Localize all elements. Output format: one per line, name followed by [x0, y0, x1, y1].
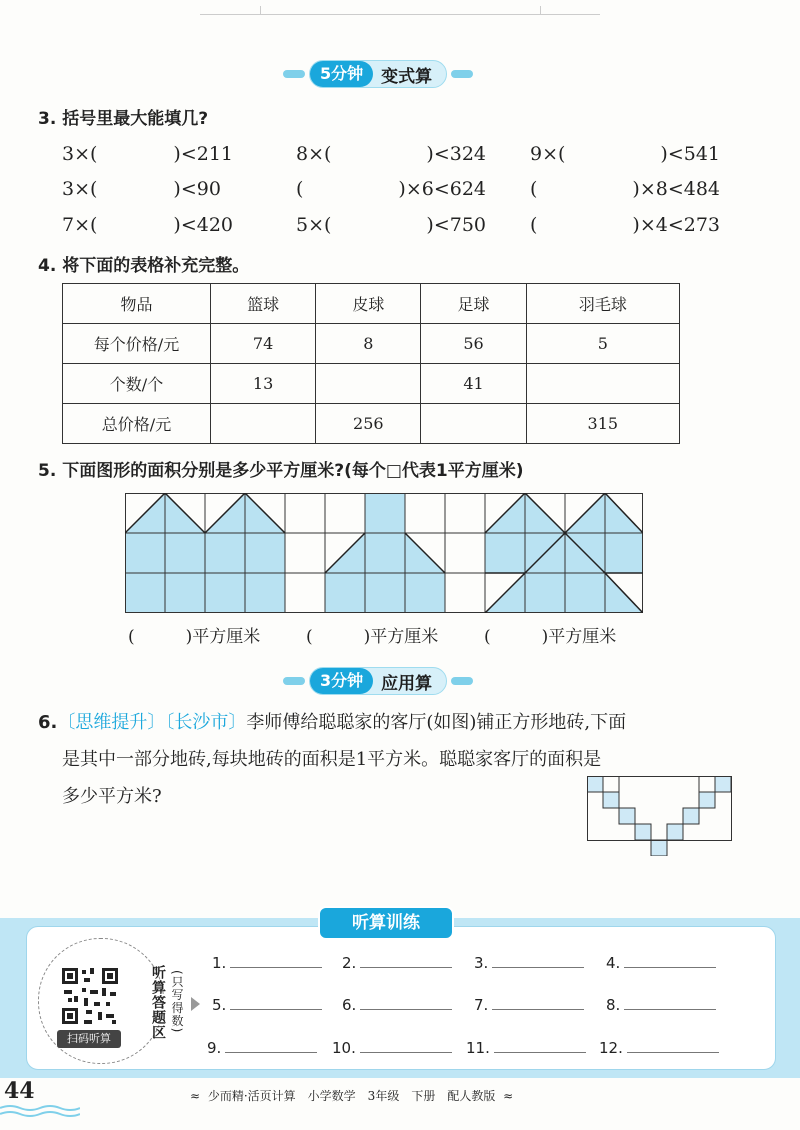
table-cell: 315 — [526, 404, 679, 444]
answer-blank[interactable]: 3. — [474, 953, 584, 972]
banner-time: 5分钟 — [310, 61, 373, 87]
banner-title: 变式算 — [381, 66, 433, 87]
table-cell: 13 — [211, 364, 316, 404]
q6-tag-city: 〔长沙市〕 — [165, 712, 247, 733]
table-row — [63, 404, 680, 444]
answer-blank[interactable]: 12. — [599, 1038, 719, 1057]
shape-bottle — [325, 493, 445, 613]
q5-answer: ( )平方厘米 — [484, 627, 617, 647]
table-cell: 256 — [316, 404, 421, 444]
table-cell: 个数/个 — [63, 364, 211, 404]
table-header-row — [63, 284, 680, 324]
table-cell-blank[interactable] — [211, 404, 316, 444]
answer-blank[interactable]: 7. — [474, 995, 584, 1014]
answer-blank[interactable]: 9. — [207, 1038, 317, 1057]
q4-title: 4. 将下面的表格补充完整。 — [38, 256, 250, 276]
banner-pill — [309, 60, 447, 88]
answer-blank[interactable]: 8. — [606, 995, 716, 1014]
section-banner-application — [283, 667, 473, 695]
q3-item: 7×( )<420 — [62, 214, 234, 236]
answer-area-note: (只写得数) — [170, 970, 184, 1034]
q3-title: 3. 括号里最大能填几? — [38, 109, 209, 129]
table-cell: 41 — [421, 364, 526, 404]
banner-pill — [309, 667, 447, 695]
table-header-cell: 足球 — [421, 284, 526, 324]
table-row — [63, 324, 680, 364]
table-cell-blank[interactable] — [421, 404, 526, 444]
q3-item: ( )×6<624 — [296, 178, 487, 200]
floor-tile-figure — [587, 776, 732, 856]
section-banner-variant — [283, 60, 473, 88]
top-rule — [200, 14, 600, 15]
answer-blank[interactable]: 4. — [606, 953, 716, 972]
banner-wing — [451, 677, 473, 685]
footer-text: ≈ 少而精·活页计算 小学数学 3年级 下册 配人教版 ≈ — [190, 1089, 514, 1103]
answer-area-label: 听算答题区 — [150, 965, 166, 1040]
table-cell-blank[interactable] — [526, 364, 679, 404]
table-cell: 8 — [316, 324, 421, 364]
answer-blank[interactable]: 5. — [212, 995, 322, 1014]
arrow-right-icon — [191, 997, 200, 1011]
q6-line: 是其中一部分地砖,每块地砖的面积是1平方米。聪聪家客厅的面积是 — [62, 749, 602, 770]
answer-blank[interactable]: 11. — [466, 1038, 586, 1057]
table-row — [63, 364, 680, 404]
banner-wing — [283, 70, 305, 78]
q6-line: 多少平方米? — [62, 786, 162, 807]
answer-blank[interactable]: 1. — [212, 953, 322, 972]
top-rule-tick — [260, 6, 261, 14]
q3-item: 8×( )<324 — [296, 143, 487, 165]
price-table — [62, 283, 680, 444]
q3-item: 3×( )<211 — [62, 143, 234, 165]
table-cell: 总价格/元 — [63, 404, 211, 444]
table-cell: 74 — [211, 324, 316, 364]
table-cell: 56 — [421, 324, 526, 364]
banner-title: 应用算 — [381, 673, 433, 694]
banner-time: 3分钟 — [310, 668, 373, 694]
qr-code-icon[interactable] — [60, 966, 120, 1026]
wave-decoration — [0, 1104, 80, 1118]
q3-item: 3×( )<90 — [62, 178, 221, 200]
q3-item: 5×( )<750 — [296, 214, 487, 236]
table-header-cell: 物品 — [63, 284, 211, 324]
area-grid-figure — [125, 493, 643, 613]
banner-wing — [451, 70, 473, 78]
shape-bowtie — [485, 493, 643, 613]
table-cell: 5 — [526, 324, 679, 364]
answer-blank[interactable]: 10. — [332, 1038, 452, 1057]
q3-item: ( )×8<484 — [530, 178, 721, 200]
top-rule-tick — [540, 6, 541, 14]
answer-blank[interactable]: 6. — [342, 995, 452, 1014]
listening-title: 听算训练 — [318, 906, 454, 940]
banner-wing — [283, 677, 305, 685]
page-number: 44 — [4, 1078, 35, 1104]
tiles — [587, 776, 731, 856]
q5-answer: ( )平方厘米 — [306, 627, 439, 647]
scan-label: 扫码听算 — [57, 1030, 121, 1048]
q5-title: 5. 下面图形的面积分别是多少平方厘米?(每个□代表1平方厘米) — [38, 461, 524, 481]
q5-answer: ( )平方厘米 — [128, 627, 261, 647]
q3-item: ( )×4<273 — [530, 214, 721, 236]
table-header-cell: 皮球 — [316, 284, 421, 324]
table-header-cell: 羽毛球 — [526, 284, 679, 324]
table-cell-blank[interactable] — [316, 364, 421, 404]
q3-item: 9×( )<541 — [530, 143, 721, 165]
q6-line: 李师傅给聪聪家的客厅(如图)铺正方形地砖,下面 — [246, 712, 627, 733]
q6-number: 6. — [38, 712, 58, 733]
answer-blank[interactable]: 2. — [342, 953, 452, 972]
table-header-cell: 篮球 — [211, 284, 316, 324]
q6-tag-thinking: 〔思维提升〕 — [57, 712, 166, 733]
table-cell: 每个价格/元 — [63, 324, 211, 364]
